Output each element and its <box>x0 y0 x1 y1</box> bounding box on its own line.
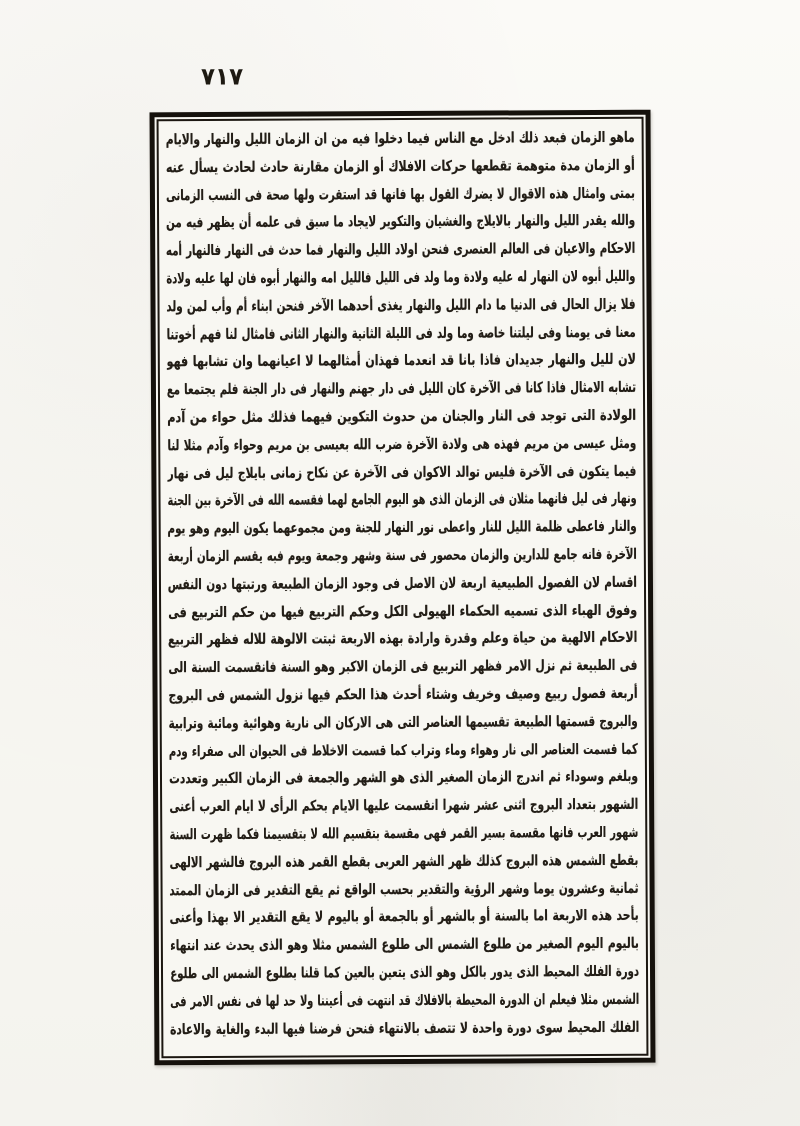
text-frame-inner-border <box>157 117 649 1059</box>
text-line: الاحكام والاعيان فى العالم العنصرى فنحن اولاد الليل والنهار فما حدث فى النهار فالنهار أمه <box>165 240 636 260</box>
text-line: لان لليل والنهار جديدان فاذا بانا قد انعدما فهذان أمثالهما لا اعيانهما وان تشابها فهو <box>166 352 636 371</box>
text-line: بقطع الشمس هذه البروج كذلك ظهر الشهر العربى بقطع القمر هذه البروج فالشهر الالهى <box>169 852 639 871</box>
text-line: تشابه الامثال فاذا كانا فى الآخرة كان الليل فى دار جهنم والنهار فى دار الجنة فلم يجتمعا مع <box>166 379 637 399</box>
text-line: ماهو الزمان فبعد ذلك ادخل مع الناس فيما دخلوا فيه من ان الزمان الليل والنهار والايام <box>165 129 635 149</box>
text-line: دورة الفلك المحيط الذى يدور بالكل وهو الذى يتعين بالعين كما قلنا بطلوع الشمس الى طلوع <box>170 963 640 983</box>
text-line: فيما يتكون فى الآخرة فليس توالد الاكوان فى الآخرة عن نكاح زمانى بايلاج ليل فى نهار <box>167 463 637 482</box>
text-line: والبروج قسمتها الطبيعة تقسيمها العناصر التى هى الاركان الى نارية وهوائية ومائية وترابية <box>168 713 638 732</box>
page-number: ٧١٧ <box>201 63 244 91</box>
text-line: كما قسمت العناصر الى نار وهواء وماء وتراب كما قسمت الاخلاط فى الحيوان الى صفراء ودم <box>168 741 638 760</box>
text-line: أربعة فصول ربيع وصيف وخريف وشتاء أحدث هذا الحكم فيها نزول الشمس فى البروج <box>168 685 638 705</box>
text-line: الاحكام الالهية من حياة وعلم وقدرة وارادة بهذه الاربعة ثبتت الالوهة للاله فظهر التربيع <box>167 630 638 649</box>
text-line: معنا فى يومنا وفى ليلتنا خاصة وما ولد فى الليلة الثانية والنهار الثانى فامثال لنا فهم أخوتنا <box>166 324 636 343</box>
text-line: فلا يزال الحال فى الدنيا ما دام الليل والنهار يغذى أحدهما الآخر فنحن ابناء أم وأب لمن ولد <box>166 296 636 316</box>
text-line: وفوق الهباء الذى تسميه الحكماء الهيولى الكل وحكم التربيع فيها من حكم التربيع فى <box>168 602 638 621</box>
text-line: الآخرة فانه جامع للدارين والزمان محصور فى سنة وشهر وجمعة ويوم فبه يقسم الزمان أربعة <box>167 546 637 566</box>
text-line: الفلك المحيط سوى دورة واحدة لا تتصف بالانتهاء فنحن فرضنا فيها البدء والغاية والاعادة <box>170 1019 640 1038</box>
text-line: باليوم اليوم الصغير من طلوع الشمس الى طلوع الشمس مثلا وهو الذى يحدث عند انتهاء <box>170 935 639 955</box>
text-line: والله يقدر الليل والنهار بالايلاج والغشيان والتكوير لايجاد ما سبق فى علمه أن يظهر فيه من <box>166 213 636 232</box>
text-line: والنار فاعطى ظلمة الليل للنار واعطى نور النهار للجنة ومن مجموعهما يكون اليوم وهو يوم <box>167 518 637 538</box>
text-line: الشهور بتعداد البروج اثنى عشر شهرا انقسمت عليها الايام بحكم الرأى لا ايام العرب أعنى <box>169 796 639 816</box>
text-frame-outer-border <box>150 110 656 1066</box>
text-line: الشمس مثلا فيعلم ان الدورة المحيطة بالافلاك قد انتهت فى أعيننا ولا حد لها فى نفس الامر فى <box>170 991 640 1010</box>
text-line: بأحد هذه الاربعة اما بالسنة أو بالشهر أو بالجمعة أو باليوم لا يقع التقدير الا بهذا وأعنى <box>169 908 639 927</box>
text-line: ونهار فى ليل فانهما مثلان فى الزمان الذى هو اليوم الجامع لهما فقسمه الله فى الآخرة بين الجنة <box>167 491 637 510</box>
text-line: ومثل عيسى من مريم فهذه هى ولادة الآخرة ضرب الله بعيسى بن مريم وحواء وآدم مثلا لنا <box>167 435 637 454</box>
text-line: بمتى وامثال هذه الاقوال لا يضرك القول بها فانها قد استقرت ولها صحة فى النسب الزمانى <box>166 185 635 204</box>
text-line: أو الزمان مدة متوهمة تقطعها حركات الافلاك أو الزمان مقارنة حادث لحادث يسأل عنه <box>165 157 635 177</box>
text-line: شهور العرب فانها مقسمة بسير القمر فهى مقسمة بتقسيم الله لا بتقسيمنا فكما ظهرت السنة <box>169 824 639 844</box>
text-line: فى الطبيعة ثم نزل الامر فظهر التربيع فى الزمان الاكبر وهو السنة فانقسمت السنة الى <box>168 657 638 677</box>
text-line: اقسام لان الفصول الطبيعية اربعة لان الاصل فى وجود الزمان الطبيعة ورتبتها دون النفس <box>167 574 638 593</box>
text-line: والليل أبوه لان النهار له عليه ولادة وما ولد فى الليل فالليل امه والنهار أبوه فان لها عليه ولادة <box>166 268 636 288</box>
text-line: ثمانية وعشرون يوما وشهر الرؤية والتقدير بحسب الواقع ثم يقع التقدير فى الزمان الممتد <box>169 880 639 899</box>
text-line: وبلغم وسوداء ثم اندرج الزمان الصغير الذى هو الشهر والجمعة فى الزمان الكبير وتعددت <box>169 769 639 788</box>
body-text-block <box>166 125 640 1052</box>
text-line: الولادة التى توجد فى النار والجنان من حدوث التكوين فيهما فذلك مثل حواء من آدم <box>167 407 637 427</box>
